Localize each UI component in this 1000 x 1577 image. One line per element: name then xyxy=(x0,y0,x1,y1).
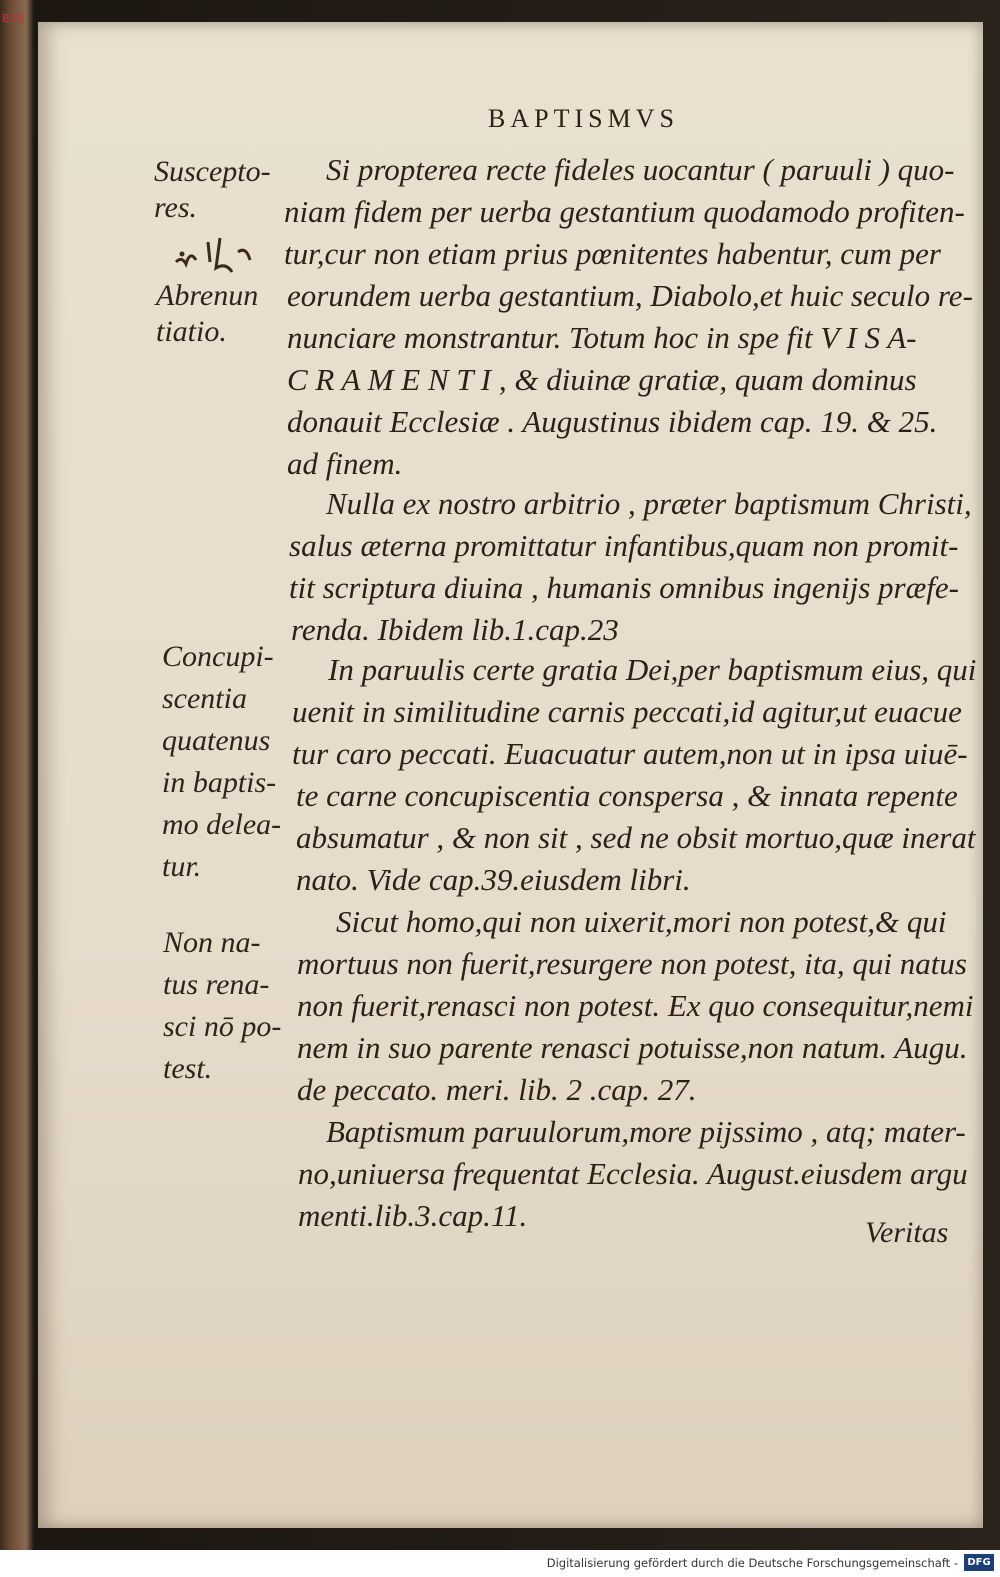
body-line: nem in suo parente renasci potuisse,non natum. Augu. xyxy=(297,1030,968,1065)
margin-line: test. xyxy=(163,1052,213,1085)
body-line: Nulla ex nostro arbitrio , præter baptismum Christi, xyxy=(326,486,972,521)
margin-line: scentia xyxy=(162,682,247,715)
margin-note-non-natus xyxy=(163,922,281,1090)
body-line: ad finem. xyxy=(287,446,403,481)
body-line: tit scriptura diuina , humanis omnibus ingenijs præfe- xyxy=(289,570,959,605)
margin-line: Abrenun xyxy=(156,279,259,312)
body-line: tur caro peccati. Euacuatur autem,non ut in ipsa uiuē- xyxy=(292,736,968,771)
body-line: absumatur , & non sit , sed ne obsit mortuo,quæ inerat xyxy=(296,820,976,855)
margin-line: tiatio. xyxy=(156,315,227,348)
margin-line: quatenus xyxy=(162,724,271,757)
body-line: te carne concupiscentia conspersa , & innata repente xyxy=(296,778,958,813)
running-head: BAPTISMVS xyxy=(488,104,679,133)
body-line: niam fidem per uerba gestantium quodamodo profiten- xyxy=(284,194,965,229)
body-line: menti.lib.3.cap.11. xyxy=(298,1198,528,1233)
margin-line: res. xyxy=(154,191,198,224)
margin-line: sci nō po- xyxy=(163,1010,282,1043)
margin-line: in baptis- xyxy=(162,766,277,799)
body-line: no,uniuersa frequentat Ecclesia. August.eiusdem argu xyxy=(298,1156,968,1191)
body-line: nunciare monstrantur. Totum hoc in spe fit V I S A- xyxy=(287,320,917,355)
bsb-watermark: BSB xyxy=(2,12,26,25)
margin-line: Concupi- xyxy=(162,640,274,673)
body-line: non fuerit,renasci non potest. Ex quo consequitur,nemi xyxy=(297,988,974,1023)
body-line: Baptismum paruulorum,more pijssimo , atq; mater- xyxy=(326,1114,966,1149)
catchword: Veritas xyxy=(865,1216,949,1249)
footer-credit: Digitalisierung gefördert durch die Deutsche Forschungsgemeinschaft - xyxy=(546,1556,958,1570)
body-line: salus æterna promittatur infantibus,quam non promit- xyxy=(289,528,959,563)
body-line: uenit in similitudine carnis peccati,id agitur,ut euacue xyxy=(292,694,962,729)
margin-note-concupiscentia xyxy=(162,636,281,888)
body-line: Sicut homo,qui non uixerit,mori non potest,& qui xyxy=(336,904,947,939)
body-line: renda. Ibidem lib.1.cap.23 xyxy=(291,612,619,647)
body-line: nato. Vide cap.39.eiusdem libri. xyxy=(296,862,691,897)
margin-line: Suscepto- xyxy=(154,155,271,188)
margin-line: tur. xyxy=(162,850,202,883)
margin-note-susceptores xyxy=(154,154,271,226)
body-line: tur,cur non etiam prius pœnitentes habentur, cum per xyxy=(284,236,941,271)
body-line: C R A M E N T I , & diuinæ gratiæ, quam dominus xyxy=(287,362,917,397)
margin-line: tus rena- xyxy=(163,968,270,1001)
body-line: eorundem uerba gestantium, Diabolo,et huic seculo re- xyxy=(287,278,973,313)
body-line: donauit Ecclesiæ . Augustinus ibidem cap. 19. & 25. xyxy=(287,404,938,439)
body-line: mortuus non fuerit,resurgere non potest, ita, qui natus xyxy=(297,946,967,981)
body-line: In paruulis certe gratia Dei,per baptismum eius, qui xyxy=(328,652,977,687)
margin-line: mo delea- xyxy=(162,808,282,841)
ink-blot xyxy=(168,232,268,276)
body-line: Si propterea recte fideles uocantur ( paruuli ) quo- xyxy=(326,152,955,187)
body-line: de peccato. meri. lib. 2 .cap. 27. xyxy=(297,1072,697,1107)
footer-bar xyxy=(0,1550,1000,1577)
dfg-logo: DFG xyxy=(964,1554,994,1571)
margin-line: Non na- xyxy=(163,926,261,959)
margin-note-abrenuntiatio xyxy=(156,278,258,350)
